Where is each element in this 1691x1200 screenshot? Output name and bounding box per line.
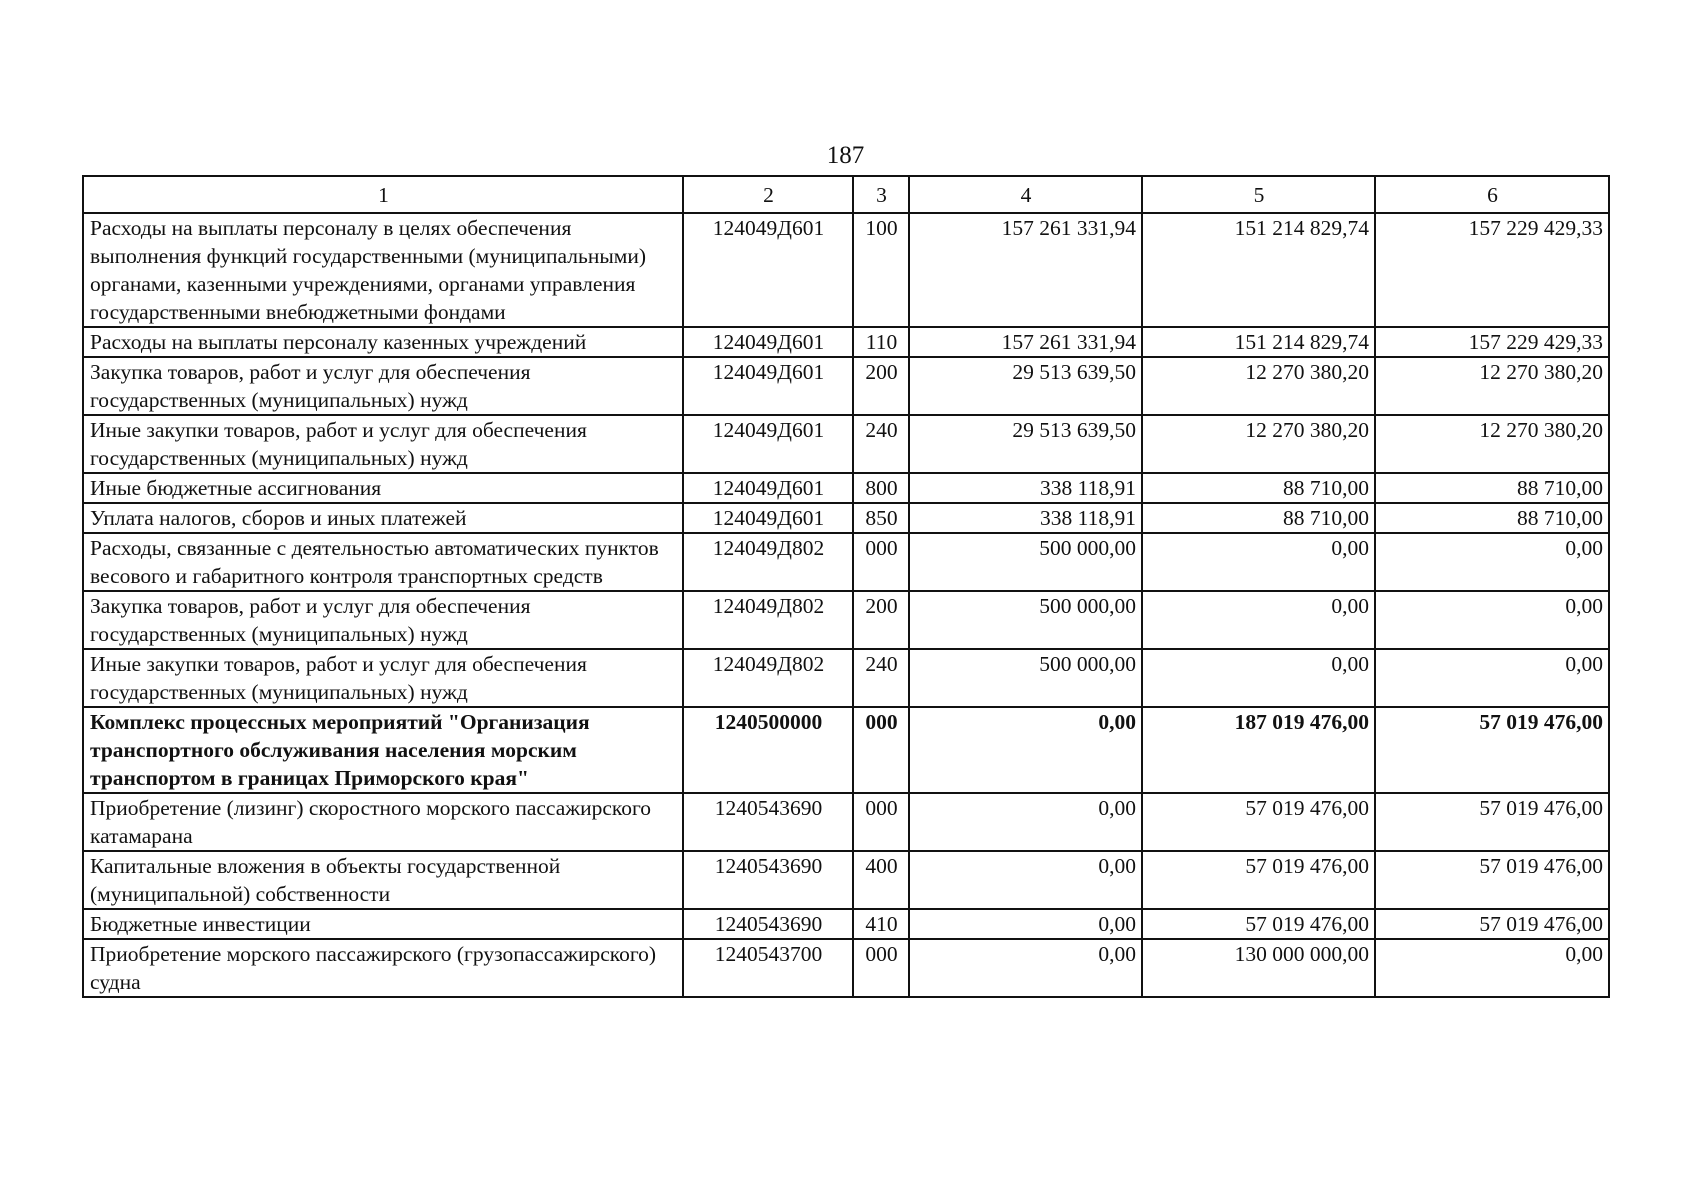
table-row xyxy=(83,473,1609,503)
row-amount-col4: 338 118,91 xyxy=(909,473,1142,503)
row-amount-col5: 12 270 380,20 xyxy=(1142,357,1375,415)
page-number: 187 xyxy=(826,142,865,169)
row-name: Иные бюджетные ассигнования xyxy=(83,473,683,503)
row-amount-col5: 57 019 476,00 xyxy=(1142,793,1375,851)
row-kind: 000 xyxy=(853,939,909,997)
table-row xyxy=(83,591,1609,649)
row-amount-col5: 57 019 476,00 xyxy=(1142,909,1375,939)
table-row xyxy=(83,939,1609,997)
row-code: 124049Д802 xyxy=(683,649,853,707)
row-amount-col5: 0,00 xyxy=(1142,591,1375,649)
row-name: Капитальные вложения в объекты государственной (муниципальной) собственности xyxy=(83,851,683,909)
row-kind: 000 xyxy=(853,793,909,851)
row-name: Иные закупки товаров, работ и услуг для обеспечения государственных (муниципальных) нужд xyxy=(83,415,683,473)
table-body xyxy=(83,213,1609,997)
row-amount-col6: 12 270 380,20 xyxy=(1375,357,1609,415)
row-amount-col5: 88 710,00 xyxy=(1142,503,1375,533)
row-amount-col6: 57 019 476,00 xyxy=(1375,707,1609,793)
row-amount-col5: 0,00 xyxy=(1142,649,1375,707)
row-kind: 200 xyxy=(853,357,909,415)
budget-table xyxy=(82,175,1610,998)
row-kind: 800 xyxy=(853,473,909,503)
row-amount-col6: 0,00 xyxy=(1375,591,1609,649)
row-amount-col5: 151 214 829,74 xyxy=(1142,327,1375,357)
row-amount-col4: 500 000,00 xyxy=(909,649,1142,707)
row-kind: 240 xyxy=(853,649,909,707)
header-col-1: 1 xyxy=(83,176,683,213)
header-col-5: 5 xyxy=(1142,176,1375,213)
row-code: 124049Д601 xyxy=(683,473,853,503)
row-code: 1240543690 xyxy=(683,793,853,851)
row-amount-col4: 29 513 639,50 xyxy=(909,357,1142,415)
table-row xyxy=(83,909,1609,939)
row-amount-col5: 187 019 476,00 xyxy=(1142,707,1375,793)
row-amount-col6: 0,00 xyxy=(1375,649,1609,707)
row-amount-col5: 130 000 000,00 xyxy=(1142,939,1375,997)
row-code: 1240543700 xyxy=(683,939,853,997)
row-name: Расходы, связанные с деятельностью автоматических пунктов весового и габаритного контроля транспортных средств xyxy=(83,533,683,591)
row-amount-col4: 0,00 xyxy=(909,939,1142,997)
row-kind: 000 xyxy=(853,533,909,591)
row-amount-col6: 12 270 380,20 xyxy=(1375,415,1609,473)
row-amount-col5: 57 019 476,00 xyxy=(1142,851,1375,909)
row-name: Приобретение (лизинг) скоростного морского пассажирского катамарана xyxy=(83,793,683,851)
row-amount-col5: 0,00 xyxy=(1142,533,1375,591)
table-row xyxy=(83,707,1609,793)
header-row xyxy=(83,176,1609,213)
row-kind: 410 xyxy=(853,909,909,939)
row-amount-col4: 0,00 xyxy=(909,793,1142,851)
row-code: 1240543690 xyxy=(683,851,853,909)
row-kind: 100 xyxy=(853,213,909,327)
table-row xyxy=(83,851,1609,909)
row-name: Уплата налогов, сборов и иных платежей xyxy=(83,503,683,533)
row-kind: 200 xyxy=(853,591,909,649)
table-row xyxy=(83,213,1609,327)
row-name: Приобретение морского пассажирского (грузопассажирского) судна xyxy=(83,939,683,997)
header-col-2: 2 xyxy=(683,176,853,213)
table-row xyxy=(83,533,1609,591)
row-name: Иные закупки товаров, работ и услуг для обеспечения государственных (муниципальных) нужд xyxy=(83,649,683,707)
row-amount-col4: 0,00 xyxy=(909,707,1142,793)
row-amount-col5: 88 710,00 xyxy=(1142,473,1375,503)
row-name: Закупка товаров, работ и услуг для обеспечения государственных (муниципальных) нужд xyxy=(83,357,683,415)
row-kind: 000 xyxy=(853,707,909,793)
row-amount-col4: 157 261 331,94 xyxy=(909,213,1142,327)
row-name: Бюджетные инвестиции xyxy=(83,909,683,939)
table-row xyxy=(83,415,1609,473)
row-amount-col4: 157 261 331,94 xyxy=(909,327,1142,357)
table-row xyxy=(83,357,1609,415)
row-amount-col6: 57 019 476,00 xyxy=(1375,851,1609,909)
row-kind: 240 xyxy=(853,415,909,473)
row-code: 124049Д802 xyxy=(683,533,853,591)
row-name: Расходы на выплаты персоналу в целях обеспечения выполнения функций государственными (муниципальными) органами, казенными учреждениями, органами управления государственными внебюджетными фондами xyxy=(83,213,683,327)
table-header xyxy=(83,176,1609,213)
row-code: 124049Д601 xyxy=(683,503,853,533)
header-col-6: 6 xyxy=(1375,176,1609,213)
row-code: 124049Д601 xyxy=(683,415,853,473)
row-amount-col6: 57 019 476,00 xyxy=(1375,793,1609,851)
row-code: 124049Д802 xyxy=(683,591,853,649)
row-code: 1240500000 xyxy=(683,707,853,793)
table-row xyxy=(83,503,1609,533)
row-amount-col4: 0,00 xyxy=(909,909,1142,939)
table-row xyxy=(83,649,1609,707)
table-row xyxy=(83,793,1609,851)
row-amount-col6: 0,00 xyxy=(1375,939,1609,997)
row-code: 124049Д601 xyxy=(683,327,853,357)
row-code: 124049Д601 xyxy=(683,213,853,327)
header-col-4: 4 xyxy=(909,176,1142,213)
row-code: 1240543690 xyxy=(683,909,853,939)
row-amount-col6: 157 229 429,33 xyxy=(1375,213,1609,327)
row-amount-col6: 88 710,00 xyxy=(1375,503,1609,533)
row-amount-col6: 0,00 xyxy=(1375,533,1609,591)
row-amount-col4: 338 118,91 xyxy=(909,503,1142,533)
row-amount-col4: 29 513 639,50 xyxy=(909,415,1142,473)
row-amount-col6: 157 229 429,33 xyxy=(1375,327,1609,357)
row-code: 124049Д601 xyxy=(683,357,853,415)
row-kind: 400 xyxy=(853,851,909,909)
row-name: Комплекс процессных мероприятий "Организация транспортного обслуживания населения морским транспортом в границах Приморского края" xyxy=(83,707,683,793)
row-kind: 110 xyxy=(853,327,909,357)
row-amount-col4: 500 000,00 xyxy=(909,533,1142,591)
table-row xyxy=(83,327,1609,357)
row-name: Расходы на выплаты персоналу казенных учреждений xyxy=(83,327,683,357)
row-amount-col5: 151 214 829,74 xyxy=(1142,213,1375,327)
row-kind: 850 xyxy=(853,503,909,533)
row-amount-col4: 500 000,00 xyxy=(909,591,1142,649)
row-amount-col6: 57 019 476,00 xyxy=(1375,909,1609,939)
header-col-3: 3 xyxy=(853,176,909,213)
row-amount-col5: 12 270 380,20 xyxy=(1142,415,1375,473)
row-name: Закупка товаров, работ и услуг для обеспечения государственных (муниципальных) нужд xyxy=(83,591,683,649)
row-amount-col6: 88 710,00 xyxy=(1375,473,1609,503)
row-amount-col4: 0,00 xyxy=(909,851,1142,909)
